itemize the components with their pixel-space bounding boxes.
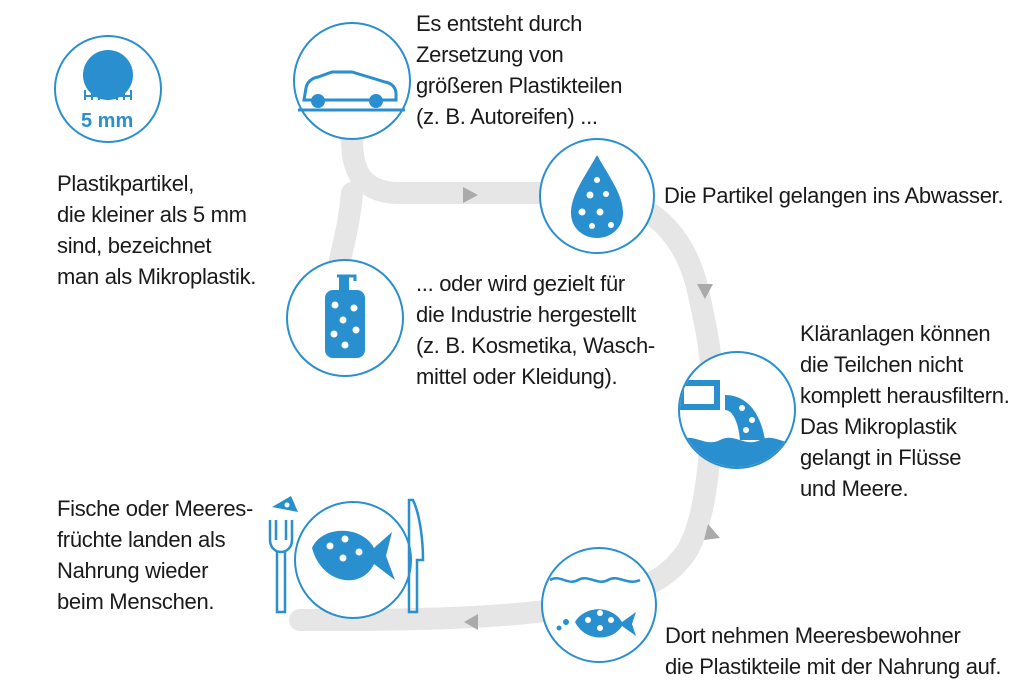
fish-on-plate-icon	[295, 502, 411, 618]
intro-text: Plastikpartikel, die kleiner als 5 mm sind, bezeichnet man als Mikroplastik.	[57, 171, 257, 289]
outflow-pipe-icon	[678, 352, 800, 470]
step-text-sea-fish: Dort nehmen Meeresbewohner die Plastikteile mit der Nahrung auf.	[665, 623, 1002, 679]
step-text-drop: Die Partikel gelangen ins Abwasser.	[664, 183, 1004, 208]
scale-label: 5 mm	[81, 110, 134, 132]
fork-icon	[270, 520, 292, 612]
car-icon	[294, 23, 410, 139]
soap-bottle-icon	[287, 260, 403, 376]
step-text-plate: Fische oder Meeres- früchte landen als Nahrung wieder beim Menschen.	[57, 496, 254, 614]
step-text-car: Es entsteht durch Zersetzung von größeren Plastikteilen (z. B. Autoreifen) ...	[416, 11, 623, 129]
fish-on-fork-icon	[272, 496, 298, 512]
water-drop-icon	[540, 139, 654, 253]
step-text-bottle: ... oder wird gezielt für die Industrie hergestellt (z. B. Kosmetika, Wasch- mittel oder Kleidung).	[416, 271, 655, 389]
step-text-pipe: Kläranlagen können die Teilchen nicht komplett herausfiltern. Das Mikroplastik gelangt in Flüsse und Meere.	[800, 321, 1010, 501]
fish-in-water-icon	[542, 548, 656, 662]
